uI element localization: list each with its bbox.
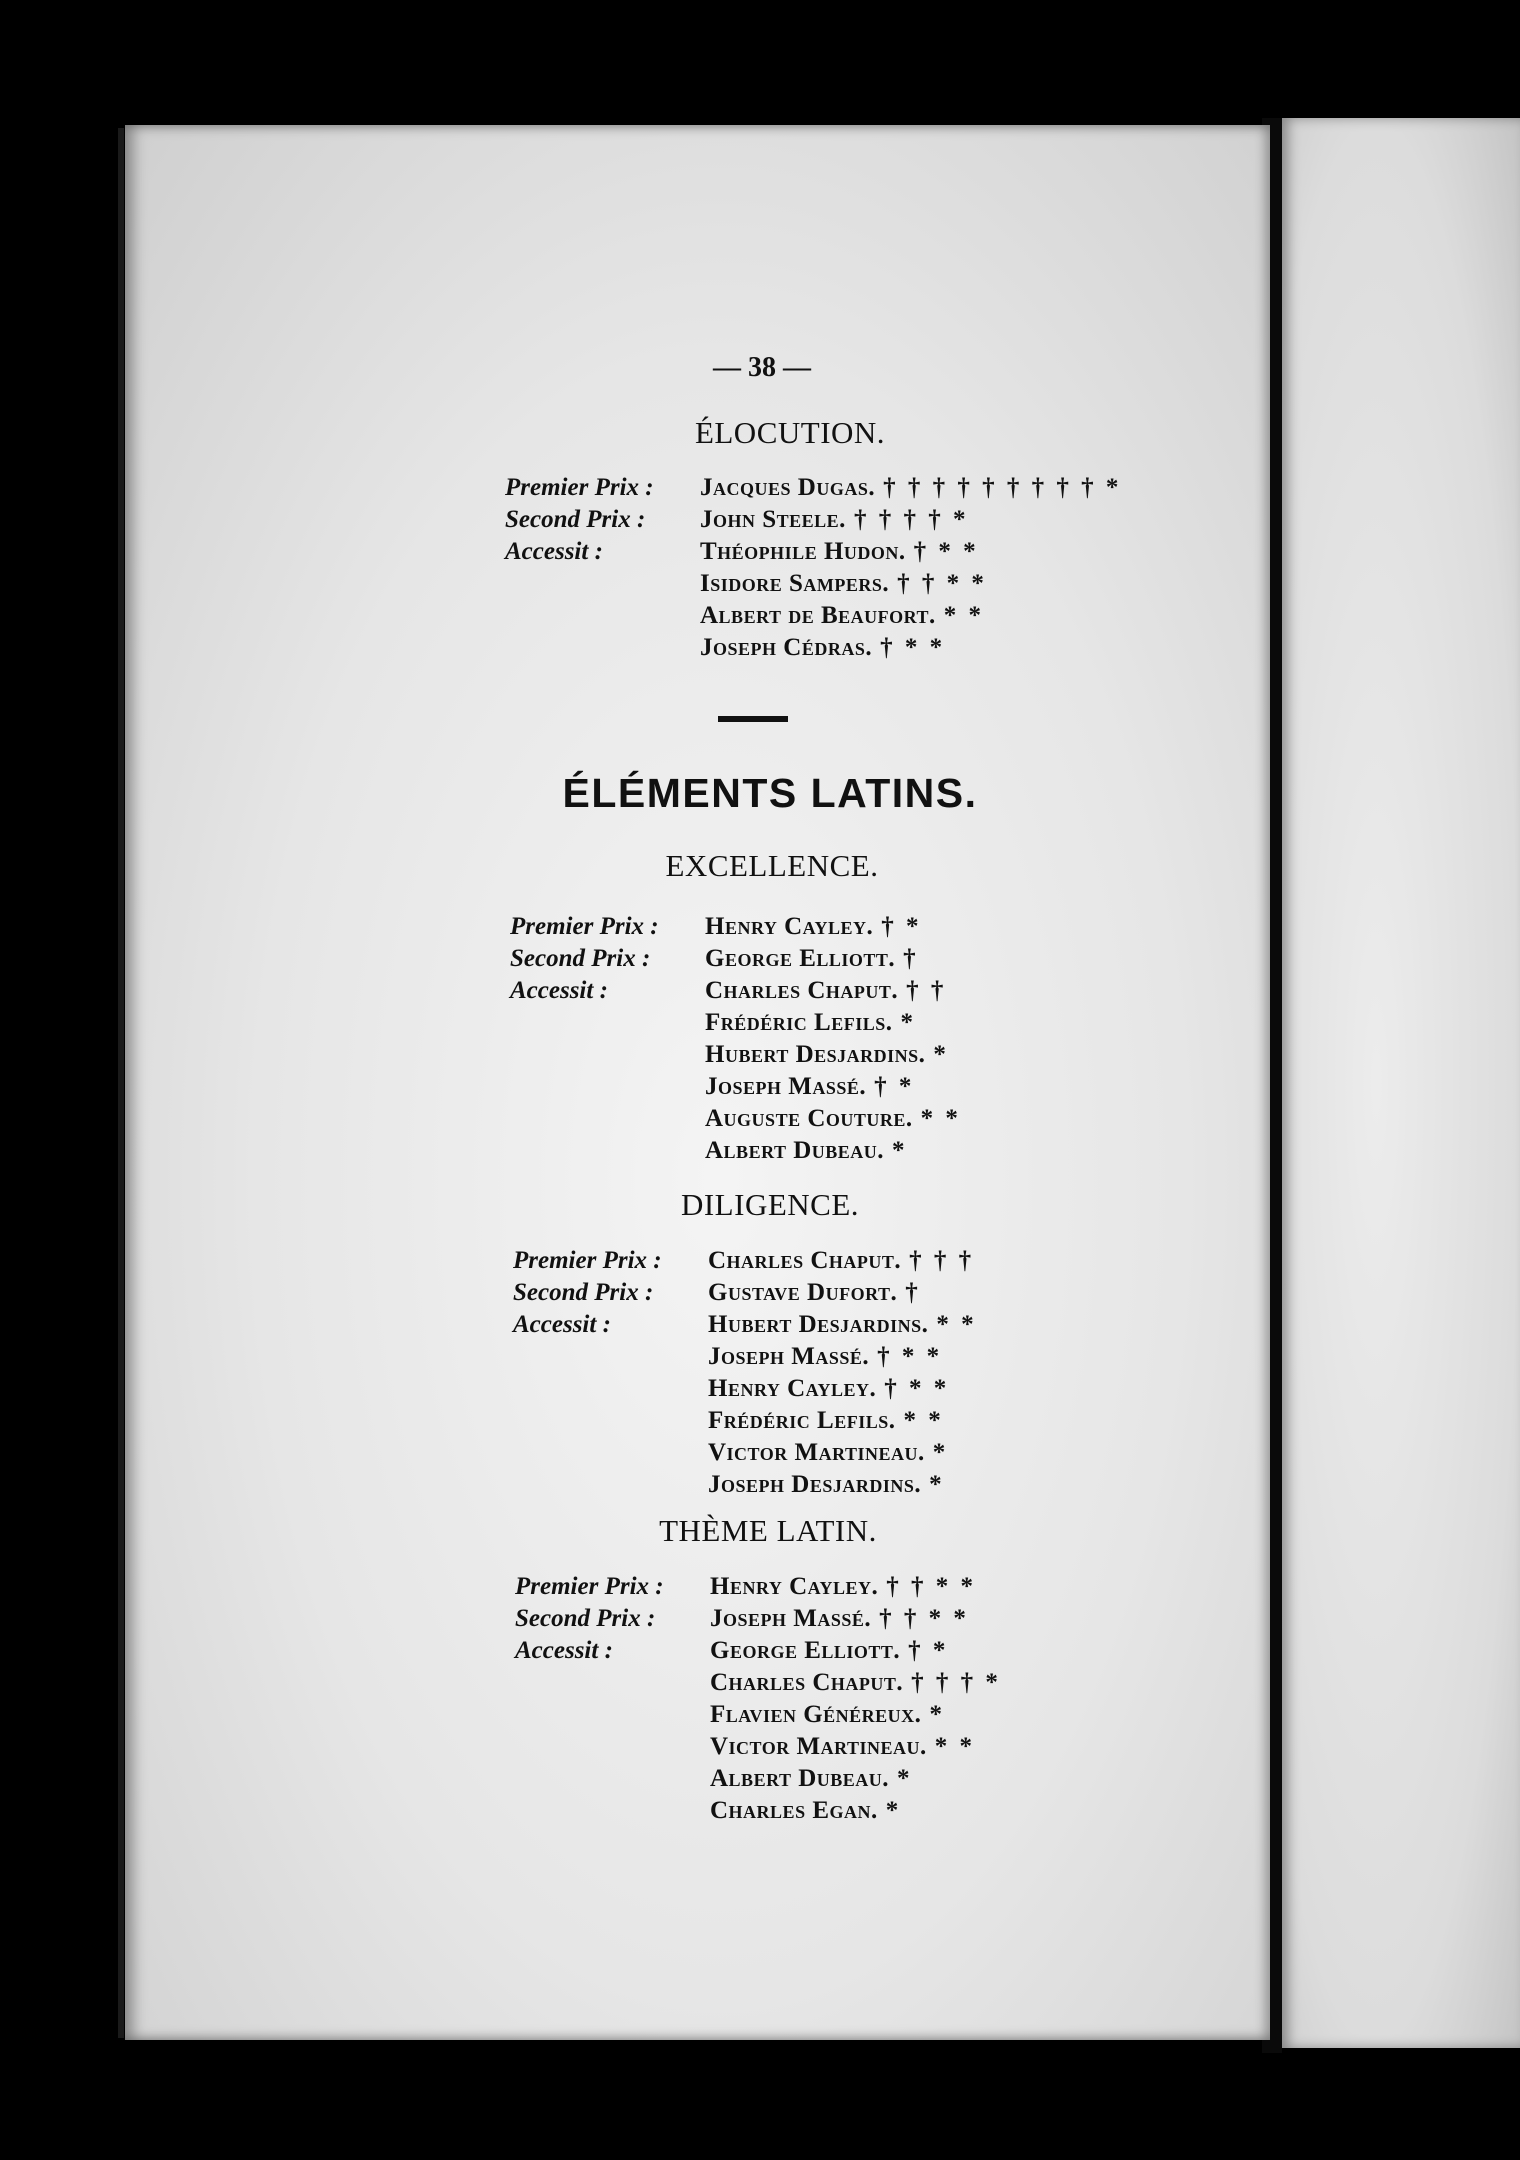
award-label: Accessit : (513, 1311, 611, 1338)
award-row (515, 1795, 1001, 1827)
award-label: Premier Prix : (515, 1573, 664, 1600)
award-row (513, 1245, 977, 1277)
award-row (510, 1135, 961, 1167)
student-name: Jacques Dugas. (700, 474, 876, 501)
award-row (515, 1763, 1001, 1795)
award-row (510, 1007, 961, 1039)
distinction-marks: † † * * (886, 1573, 976, 1600)
distinction-marks: † * (908, 1637, 949, 1664)
section-title-excellence: EXCELLENCE. (665, 848, 879, 883)
award-label: Premier Prix : (513, 1247, 662, 1274)
student-name: Frédéric Lefils. (705, 1009, 893, 1036)
award-row (513, 1405, 977, 1437)
distinction-marks: * * (903, 1407, 944, 1434)
student-name: Joseph Massé. (708, 1343, 870, 1370)
award-list-elocution (505, 472, 1121, 664)
distinction-marks: * (932, 1439, 949, 1466)
distinction-marks: * (900, 1009, 916, 1036)
distinction-marks: † (903, 945, 919, 972)
student-name: Frédéric Lefils. (708, 1407, 896, 1434)
distinction-marks: * (897, 1765, 913, 1792)
award-label: Accessit : (505, 538, 603, 565)
award-row (505, 632, 1121, 664)
award-row (515, 1699, 1001, 1731)
student-name: Joseph Desjardins. (708, 1471, 922, 1498)
award-row (513, 1437, 977, 1469)
distinction-marks: † * (881, 913, 922, 940)
student-name: Victor Martineau. (710, 1733, 927, 1760)
award-row (515, 1603, 1001, 1635)
student-name: Albert Dubeau. (705, 1137, 885, 1164)
section-title-theme-latin: THÈME LATIN. (659, 1513, 877, 1548)
award-label: Second Prix : (505, 506, 646, 533)
award-row (510, 975, 961, 1007)
distinction-marks: * (885, 1797, 902, 1824)
award-label: Accessit : (515, 1637, 613, 1664)
student-name: Joseph Cédras. (700, 634, 873, 661)
student-name: Henry Cayley. (708, 1375, 877, 1402)
student-name: Gustave Dufort. (708, 1279, 898, 1306)
student-name: John Steele. (700, 506, 846, 533)
student-name: Isidore Sampers. (700, 570, 890, 597)
distinction-marks: * * (934, 1733, 975, 1760)
student-name: Joseph Massé. (705, 1073, 867, 1100)
award-label: Second Prix : (515, 1605, 656, 1632)
award-row (513, 1309, 977, 1341)
award-label: Accessit : (510, 977, 608, 1004)
section-title-elocution: ÉLOCUTION. (694, 415, 886, 450)
distinction-marks: † (905, 1279, 921, 1306)
distinction-marks: * * (920, 1105, 961, 1132)
award-row (510, 943, 961, 975)
award-row (515, 1635, 1001, 1667)
student-name: Joseph Massé. (710, 1605, 872, 1632)
student-name: Flavien Généreux. (710, 1701, 922, 1728)
distinction-marks: † † † (909, 1247, 975, 1274)
student-name: Théophile Hudon. (700, 538, 906, 565)
award-row (515, 1667, 1001, 1699)
facing-page-edge (1280, 118, 1520, 2048)
distinction-marks: † * (874, 1073, 915, 1100)
student-name: Henry Cayley. (710, 1573, 879, 1600)
award-row (505, 472, 1121, 504)
award-row (515, 1731, 1001, 1763)
award-label: Second Prix : (513, 1279, 654, 1306)
award-row (505, 504, 1121, 536)
distinction-marks: † † * * (897, 570, 987, 597)
distinction-marks: * (929, 1701, 945, 1728)
distinction-marks: * * (936, 1311, 977, 1338)
distinction-marks: † † † * (911, 1669, 1001, 1696)
student-name: Hubert Desjardins. (708, 1311, 929, 1338)
page-number: — 38 — (713, 352, 811, 383)
student-name: Hubert Desjardins. (705, 1041, 926, 1068)
student-name: Victor Martineau. (708, 1439, 925, 1466)
distinction-marks: † * * (884, 1375, 950, 1402)
distinction-marks: † * * (877, 1343, 943, 1370)
student-name: George Elliott. (705, 945, 896, 972)
student-name: Albert Dubeau. (710, 1765, 890, 1792)
award-row (513, 1373, 977, 1405)
distinction-marks: † † † † * (853, 506, 969, 533)
student-name: George Elliott. (710, 1637, 901, 1664)
distinction-marks: * (929, 1471, 945, 1498)
main-title: ÉLÉMENTS LATINS. (562, 770, 978, 816)
award-row (505, 600, 1121, 632)
award-label: Premier Prix : (510, 913, 659, 940)
distinction-marks: * (892, 1137, 908, 1164)
distinction-marks: † † † † † † † † † * (883, 474, 1122, 501)
student-name: Albert de Beaufort. (700, 602, 936, 629)
award-label: Premier Prix : (505, 474, 654, 501)
award-list-theme-latin (515, 1571, 1001, 1827)
award-row (513, 1277, 977, 1309)
award-row (510, 1039, 961, 1071)
student-name: Charles Chaput. (708, 1247, 902, 1274)
award-label: Second Prix : (510, 945, 651, 972)
award-list-diligence (513, 1245, 977, 1501)
section-divider (718, 716, 788, 722)
distinction-marks: * * (943, 602, 984, 629)
student-name: Auguste Couture. (705, 1105, 913, 1132)
student-name: Henry Cayley. (705, 913, 874, 940)
distinction-marks: * (933, 1041, 949, 1068)
distinction-marks: † † (906, 977, 947, 1004)
distinction-marks: † * * (913, 538, 979, 565)
award-row (505, 568, 1121, 600)
award-row (515, 1571, 1001, 1603)
award-row (513, 1469, 977, 1501)
award-row (505, 536, 1121, 568)
student-name: Charles Egan. (710, 1797, 878, 1824)
distinction-marks: † † * * (879, 1605, 969, 1632)
section-title-diligence: DILIGENCE. (680, 1187, 860, 1222)
student-name: Charles Chaput. (705, 977, 899, 1004)
student-name: Charles Chaput. (710, 1669, 904, 1696)
award-row (513, 1341, 977, 1373)
award-row (510, 911, 961, 943)
distinction-marks: † * * (880, 634, 946, 661)
award-row (510, 1103, 961, 1135)
award-list-excellence (510, 911, 961, 1167)
award-row (510, 1071, 961, 1103)
